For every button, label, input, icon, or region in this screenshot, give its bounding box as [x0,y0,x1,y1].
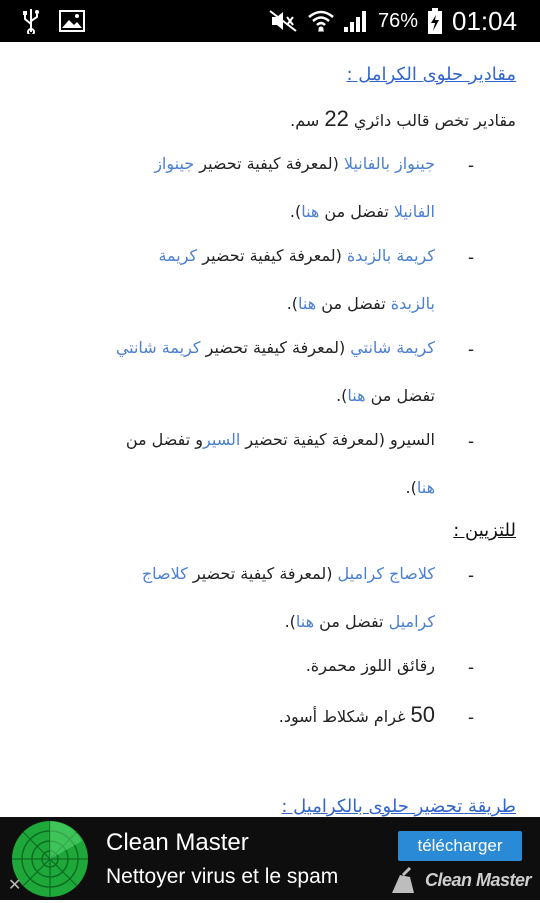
heading-decoration: للتزيين : [453,520,516,541]
here-link[interactable]: هنا [295,612,315,631]
bullet-dash: - [468,247,474,267]
usb-icon [20,0,42,42]
here-link[interactable]: هنا [347,386,366,405]
signal-icon [342,0,370,42]
ad-brand: Clean Master [425,870,532,890]
heading-ingredients[interactable]: مقادير حلوى الكرامل : [346,64,516,85]
here-link[interactable]: هنا [298,294,317,313]
image-icon [58,0,86,42]
list-item-chantilly-line1: كريمة شانتي (لمعرفة كيفية تحضير كريمة شانتي [115,338,435,357]
mute-icon [268,0,298,42]
here-link[interactable]: هنا [416,478,435,497]
ad-subtitle: Nettoyer virus et le spam [106,865,339,888]
chantilly-cream-link[interactable]: كريمة شانتي [350,338,435,357]
broom-icon [388,867,422,899]
ad-banner[interactable] [0,817,540,900]
intro-text: مقادير تخص قالب دائري 22 سم. [290,106,516,131]
clock: 01:04 [452,6,518,36]
genoise-vanilla-link[interactable]: جينواز بالفانيلا [343,154,435,173]
caramel-glaze-link[interactable]: كلاصاج كراميل [337,564,435,583]
download-button[interactable]: télécharger [398,831,522,861]
chocolate-grams-number: 50 [410,702,435,727]
pan-size-number: 22 [324,106,349,131]
bullet-dash: - [468,707,474,727]
bullet-dash: - [468,431,474,451]
bullet-dash: - [468,657,474,677]
wifi-icon [306,0,336,42]
battery-charging-icon [426,0,444,42]
bullet-dash: - [468,339,474,359]
list-item-genoise-line1: جينواز بالفانيلا (لمعرفة كيفية تحضير جينواز [154,154,435,173]
list-item-caramel-glaze-line2: كراميل تفضل من هنا). [284,612,435,631]
syrup-link[interactable]: السير [203,430,241,449]
butter-cream-link[interactable]: كريمة بالزبدة [346,246,435,265]
bullet-dash: - [468,565,474,585]
close-icon[interactable]: ✕ [8,875,22,894]
list-item-genoise-line2: الفانيلا تفضل من هنا). [289,202,435,221]
list-item-chocolate: 50 غرام شكلاط أسود. [278,702,435,727]
list-item-butter-cream-line2: بالزبدة تفضل من هنا). [286,294,435,313]
list-item-almonds: رقائق اللوز محمرة. [305,656,435,675]
list-item-syrup-line1: السيرو (لمعرفة كيفية تحضير السيرو تفضل من [125,430,435,449]
list-item-chantilly-line2: تفضل من هنا). [336,386,435,405]
list-item-caramel-glaze-line1: كلاصاج كراميل (لمعرفة كيفية تحضير كلاصاج [141,564,435,583]
list-item-butter-cream-line1: كريمة بالزبدة (لمعرفة كيفية تحضير كريمة [158,246,435,265]
heading-method[interactable]: طريقة تحضير حلوى بالكراميل : [281,796,516,817]
battery-percent: 76% [378,10,419,32]
list-item-syrup-line2: هنا). [405,478,435,497]
bullet-dash: - [468,155,474,175]
article-content [0,42,540,817]
here-link[interactable]: هنا [301,202,320,221]
ad-title: Clean Master [106,829,249,856]
status-bar [0,0,540,42]
